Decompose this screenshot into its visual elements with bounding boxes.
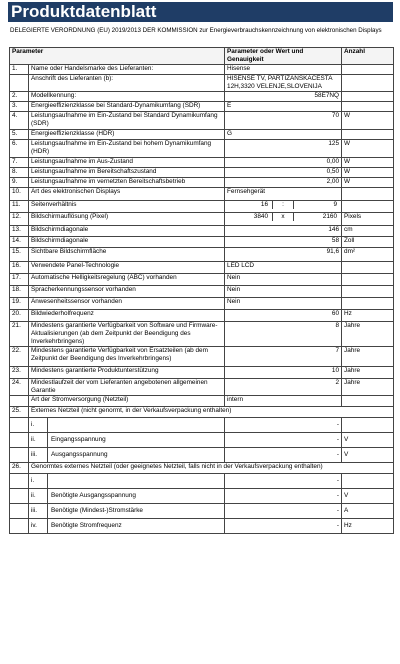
item-unit (342, 474, 394, 489)
row-value: 70 (225, 112, 342, 130)
item-unit: V (342, 433, 394, 448)
section26-item-row (10, 489, 394, 504)
item-index: iv. (29, 519, 48, 533)
row-value: 146 (225, 226, 342, 237)
row-label: Mindestens garantierte Verfügbarkeit von Software und Firmware-Aktualisierungen (ab dem Zeitpunkt der Beendigung des Inverkehrbringens) (29, 322, 225, 347)
blank-cell (10, 433, 29, 448)
item-label: Benötigte Ausgangsspannung (51, 492, 136, 499)
row-value-compound (225, 201, 342, 213)
row-number: 17. (10, 274, 29, 286)
spec-row (10, 188, 394, 201)
item-value: - (225, 474, 342, 489)
row-label: Bildwiederholfrequenz (29, 310, 225, 322)
row-unit: Pixels (342, 213, 394, 226)
blank-cell (10, 448, 29, 463)
row-label: Anwesenheitssensor vorhanden (29, 298, 225, 310)
spec-row (10, 102, 394, 112)
item-value: - (225, 519, 342, 534)
row-value: Hisense (225, 65, 342, 75)
row-value: 91,6 (225, 248, 342, 262)
value-part-b: 2160 (322, 213, 338, 220)
row-unit (342, 396, 394, 407)
item-label-cell (29, 489, 225, 504)
row-number: 22. (10, 347, 29, 367)
row-number: 1. (10, 65, 29, 75)
row-label: Spracherkennungssensor vorhanden (29, 286, 225, 298)
row-unit: W (342, 158, 394, 168)
spec-row (10, 75, 394, 92)
row-value: 0,50 (225, 168, 342, 178)
row-number: 21. (10, 322, 29, 347)
item-label-cell (29, 474, 225, 489)
spec-row (10, 226, 394, 237)
row-number: 25. (10, 407, 29, 418)
row-value: intern (225, 396, 342, 407)
row-label: Bildschirmauflösung (Pixel) (29, 213, 225, 226)
row-value: LED LCD (225, 262, 342, 274)
row-unit: Jahre (342, 347, 394, 367)
row-number: 24. (10, 379, 29, 396)
item-label (48, 418, 224, 432)
blank-cell (10, 489, 29, 504)
row-unit (342, 298, 394, 310)
spec-row (10, 130, 394, 140)
row-unit (342, 201, 394, 213)
section-title: Externes Netzteil (nicht genormt, in der Verkaufsverpackung enthalten) (29, 407, 394, 418)
row-value: 7 (225, 347, 342, 367)
item-index: iii. (29, 448, 48, 462)
item-unit: Hz (342, 519, 394, 534)
section26-title-row (10, 463, 394, 474)
row-unit: cm (342, 226, 394, 237)
item-value: - (225, 448, 342, 463)
spec-row (10, 237, 394, 248)
row-unit (342, 286, 394, 298)
row-value: 8 (225, 322, 342, 347)
row-value: 2,00 (225, 178, 342, 188)
row-label: Art der Stromversorgung (Netzteil) (29, 396, 225, 407)
spec-row (10, 213, 394, 226)
row-label: Leistungsaufnahme im Ein-Zustand bei hohem Dynamikumfang (HDR) (29, 140, 225, 158)
row-unit: W (342, 168, 394, 178)
row-value: 58E7NQ (225, 92, 342, 102)
spec-row (10, 201, 394, 213)
section25-item-row (10, 433, 394, 448)
row-unit (342, 75, 394, 92)
row-value: 58 (225, 237, 342, 248)
value-part-a: 16 (225, 201, 273, 209)
blank-cell (10, 474, 29, 489)
item-value: - (225, 504, 342, 519)
spec-row (10, 274, 394, 286)
section25-item-row (10, 448, 394, 463)
row-number: 3. (10, 102, 29, 112)
section26-item-row (10, 504, 394, 519)
row-unit: W (342, 112, 394, 130)
row-number: 8. (10, 168, 29, 178)
row-unit (342, 130, 394, 140)
row-label: Anschrift des Lieferanten (b): (29, 75, 225, 92)
datasheet-body (10, 48, 394, 534)
row-label: Mindestlaufzeit der vom Lieferanten angebotenen allgemeinen Garantie (29, 379, 225, 396)
row-unit (342, 65, 394, 75)
header-unit: Anzahl (342, 48, 394, 65)
row-value: G (225, 130, 342, 140)
row-unit: W (342, 178, 394, 188)
row-value: Nein (225, 298, 342, 310)
blank-cell (10, 519, 29, 534)
item-index: ii. (29, 433, 48, 447)
row-number (10, 396, 29, 407)
item-label-cell (29, 448, 225, 463)
row-value: 125 (225, 140, 342, 158)
value-separator: x (273, 213, 294, 221)
row-number: 7. (10, 158, 29, 168)
item-label-cell (29, 418, 225, 433)
spec-row (10, 396, 394, 407)
spec-row (10, 298, 394, 310)
row-value: 0,00 (225, 158, 342, 168)
row-number: 26. (10, 463, 29, 474)
header-parameter: Parameter (10, 48, 225, 65)
row-label: Mindestens garantierte Verfügbarkeit von Ersatzteilen (ab dem Zeitpunkt der Beendigung des Inverkehrbringens) (29, 347, 225, 367)
row-label: Leistungsaufnahme im Bereitschaftszustand (29, 168, 225, 178)
item-value: - (225, 489, 342, 504)
row-label: Energieeffizienzklasse bei Standard-Dynamikumfang (SDR) (29, 102, 225, 112)
row-value: Nein (225, 286, 342, 298)
spec-row (10, 248, 394, 262)
row-label: Bildschirmdiagonale (29, 237, 225, 248)
spec-row (10, 178, 394, 188)
row-number: 19. (10, 298, 29, 310)
item-label-cell (29, 433, 225, 448)
row-label: Bildschirmdiagonale (29, 226, 225, 237)
spec-row (10, 158, 394, 168)
spec-row (10, 168, 394, 178)
item-index: i. (29, 474, 48, 488)
row-label: Energieeffizienzklasse (HDR) (29, 130, 225, 140)
regulation-subtitle: DELEGIERTE VERORDNUNG (EU) 2019/2013 DER KOMMISSION zur Energieverbrauchskennzeichnung von elektronischen Displays (10, 27, 382, 34)
item-unit (342, 418, 394, 433)
value-part-b: 9 (333, 201, 338, 208)
row-number: 6. (10, 140, 29, 158)
item-value: - (225, 433, 342, 448)
row-value: E (225, 102, 342, 112)
blank-cell (10, 418, 29, 433)
item-label-cell (29, 504, 225, 519)
row-unit (342, 92, 394, 102)
section26-item-row (10, 519, 394, 534)
item-label: Eingangsspannung (51, 436, 106, 443)
item-unit: V (342, 489, 394, 504)
row-unit: Jahre (342, 379, 394, 396)
row-unit (342, 274, 394, 286)
value-part-a: 3840 (225, 213, 273, 221)
row-unit: Jahre (342, 322, 394, 347)
spec-row (10, 65, 394, 75)
row-label: Name oder Handelsmarke des Lieferanten: (29, 65, 225, 75)
row-label: Verwendete Panel-Technologie (29, 262, 225, 274)
blank-cell (10, 504, 29, 519)
row-label: Modellkennung: (29, 92, 225, 102)
row-label: Automatische Helligkeitsregelung (ABC) vorhanden (29, 274, 225, 286)
row-unit: dm² (342, 248, 394, 262)
spec-row (10, 310, 394, 322)
spec-row (10, 286, 394, 298)
datasheet-table (9, 47, 394, 534)
row-label: Leistungsaufnahme im Ein-Zustand bei Standard Dynamikumfang (SDR) (29, 112, 225, 130)
item-index: iii. (29, 504, 48, 518)
row-label: Art des elektronischen Displays (29, 188, 225, 201)
spec-row (10, 379, 394, 396)
value-separator: : (273, 201, 294, 209)
row-value: HISENSE TV, PARTIZANSKACESTA 12H,3320 VELENJE,SLOVENIJA (225, 75, 342, 92)
item-index: ii. (29, 489, 48, 503)
row-number: 11. (10, 201, 29, 213)
item-unit: V (342, 448, 394, 463)
row-value: 2 (225, 379, 342, 396)
row-value: 10 (225, 367, 342, 379)
row-number (10, 75, 29, 92)
row-number: 4. (10, 112, 29, 130)
row-number: 9. (10, 178, 29, 188)
row-unit: Jahre (342, 367, 394, 379)
section-title: Genormtes externes Netzteil (oder geeignetes Netzteil, falls nicht in der Verkaufsverpackung enthalten) (29, 463, 394, 474)
spec-row (10, 347, 394, 367)
row-label: Sichtbare Bildschirmfläche (29, 248, 225, 262)
spec-row (10, 140, 394, 158)
row-number: 5. (10, 130, 29, 140)
row-label: Leistungsaufnahme im vernetzten Bereitschaftsbetrieb (29, 178, 225, 188)
item-label: Benötigte (Mindest-)Stromstärke (51, 507, 143, 514)
row-number: 12. (10, 213, 29, 226)
row-number: 14. (10, 237, 29, 248)
spec-row (10, 92, 394, 102)
row-number: 16. (10, 262, 29, 274)
row-unit: Zoll (342, 237, 394, 248)
header-row (10, 48, 394, 65)
row-number: 13. (10, 226, 29, 237)
item-label (48, 474, 224, 488)
row-value-compound (225, 213, 342, 226)
section25-title-row (10, 407, 394, 418)
section26-item-row (10, 474, 394, 489)
item-unit: A (342, 504, 394, 519)
item-label-cell (29, 519, 225, 534)
row-number: 20. (10, 310, 29, 322)
spec-row (10, 322, 394, 347)
item-label: Benötigte Stromfrequenz (51, 522, 122, 529)
row-value: 60 (225, 310, 342, 322)
header-value: Parameter oder Wert und Genauigkeit (225, 48, 342, 65)
item-label: Ausgangsspannung (51, 451, 108, 458)
row-label: Seitenverhältnis (29, 201, 225, 213)
row-unit: Hz (342, 310, 394, 322)
item-index: i. (29, 418, 48, 432)
spec-row (10, 262, 394, 274)
page-title: Produktdatenblatt (8, 2, 393, 22)
row-unit (342, 102, 394, 112)
row-label: Leistungsaufnahme im Aus-Zustand (29, 158, 225, 168)
row-unit (342, 262, 394, 274)
row-unit (342, 188, 394, 201)
row-number: 18. (10, 286, 29, 298)
row-number: 10. (10, 188, 29, 201)
spec-row (10, 367, 394, 379)
row-value: Fernsehgerät (225, 188, 342, 201)
row-number: 23. (10, 367, 29, 379)
row-label: Mindestens garantierte Produktunterstützung (29, 367, 225, 379)
spec-row (10, 112, 394, 130)
item-value: - (225, 418, 342, 433)
row-number: 2. (10, 92, 29, 102)
row-number: 15. (10, 248, 29, 262)
row-value: Nein (225, 274, 342, 286)
row-unit: W (342, 140, 394, 158)
section25-item-row (10, 418, 394, 433)
